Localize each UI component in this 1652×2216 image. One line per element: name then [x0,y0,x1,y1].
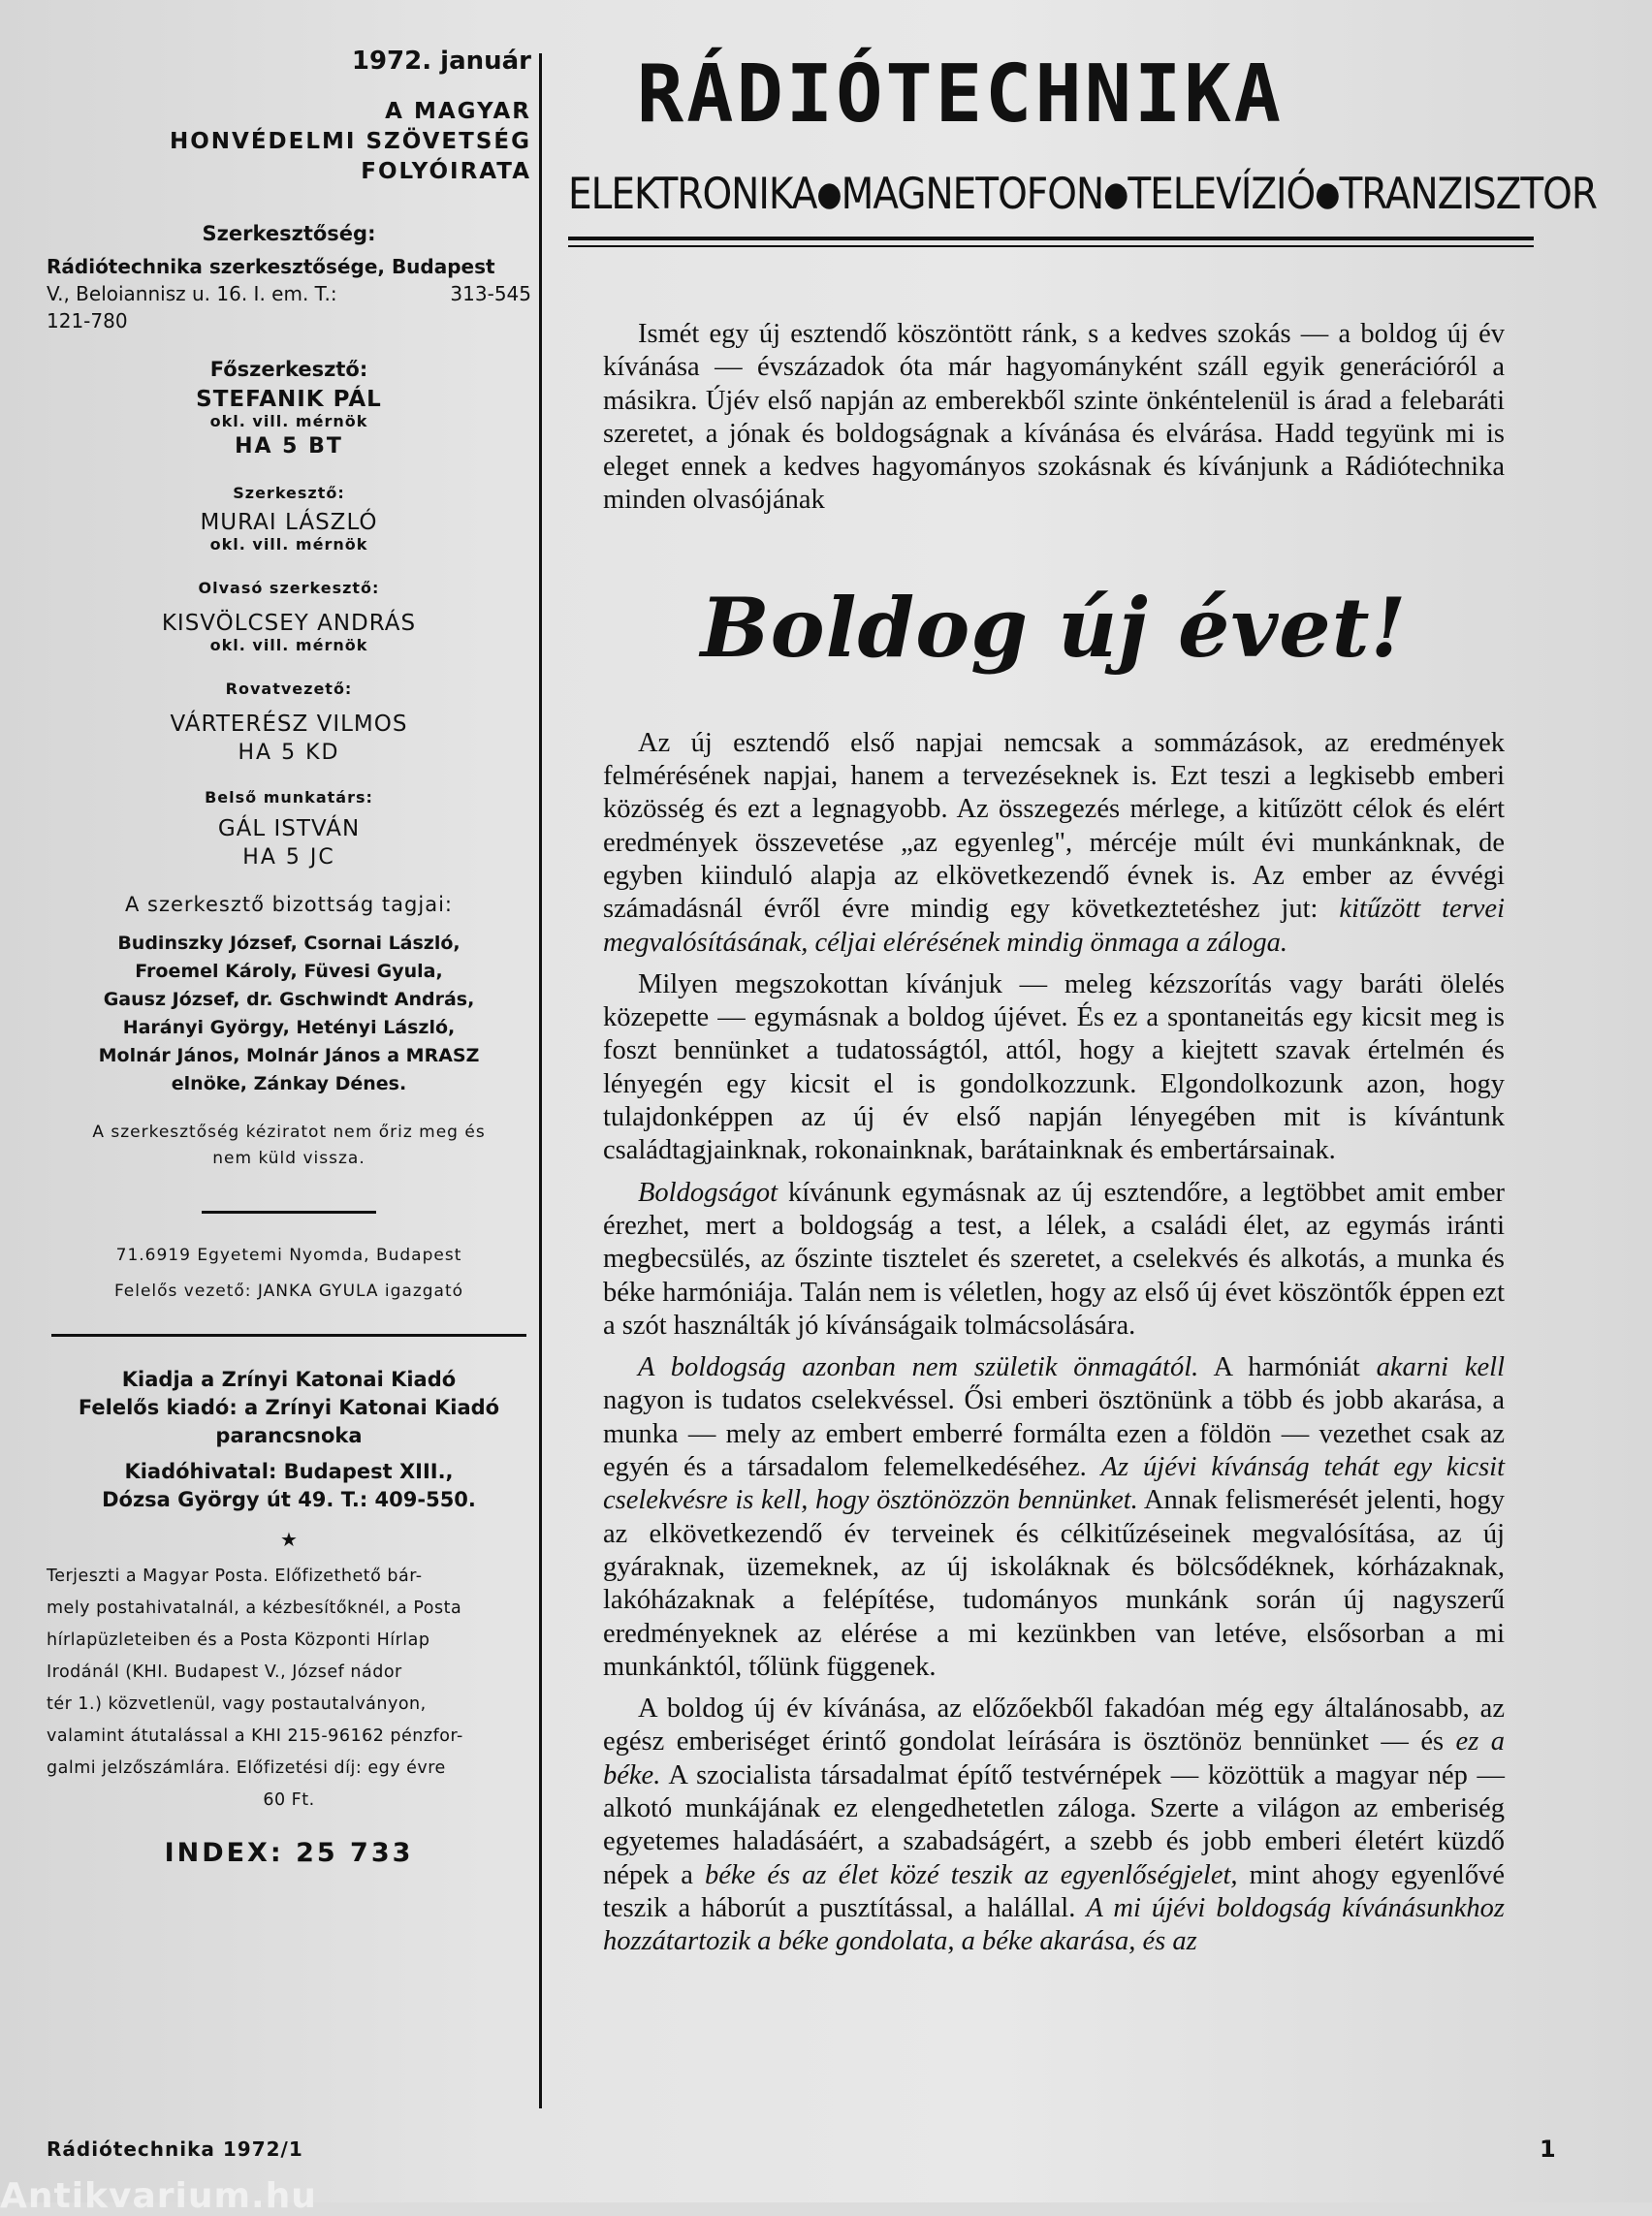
paragraph: A boldogság azonban nem születik önmagától. A harmóniát akarni kell nagyon is tudatos cselekvéssel. Ősi emberi ösztönünk a több és jobb akarása, a munka — mely az embert emberré formálta ezen a földön — vezethet csak az egyén és a társadalom felemelkedéséhez. Az újévi kívánság tehát egy kicsit cselekvésre is kell, hogy ösztönözzön bennünket. Annak felismerését jelenti, hogy az elkövetkezendő év terveinek és célkitűzéseinek megvalósítása, az új gyáraknak, üzemeknek, az új iskoláknak és bölcsődéknek, kórházaknak, lakóházaknak a felépítése, tudományos munkánk során új nagyszerű eredményeknek az elérése a mi kezünkben van letéve, elsősorban a mi munkánktól, tőlünk függenek. [603,1352,1506,1682]
office-name: Rádiótechnika szerkesztősége, Budapest [47,255,495,278]
topic: ELEKTRONIKA [568,169,817,220]
printer-line: 71.6919 Egyetemi Nyomda, Budapest [115,1246,462,1265]
topic: TRANZISZTOR [1339,169,1597,220]
publisher-line: parancsnoka [215,1424,363,1447]
reader-editor-label: Olvasó szerkesztő: [198,579,380,597]
column-divider [539,53,542,2108]
chief-callsign: HA 5 BT [235,434,343,459]
divider [51,1334,526,1337]
org-line: HONVÉDELMI SZÖVETSÉG [169,129,531,154]
board-label: A szerkesztő bizottság tagjai: [125,893,453,916]
distribution-info [47,1561,531,1817]
publisher-line: Dózsa György út 49. T.: 409-550. [102,1488,476,1511]
manuscript-note [47,1120,531,1172]
column-editor-name: VÁRTERÉSZ VILMOS [170,712,408,737]
board-line: Budinszky József, Csornai László, [117,933,461,954]
phone-2: 121-780 [47,309,128,332]
office-address-text: V., Beloiannisz u. 16. I. em. T.: [47,282,337,305]
publisher-line: Kiadóhivatal: Budapest XIII., [124,1460,454,1483]
star-icon: ★ [280,1528,298,1551]
divider [202,1211,376,1214]
editor-label: Szerkesztő: [233,484,345,502]
watermark: Antikvarium.hu [0,2176,317,2216]
publisher-block [47,1366,531,1514]
distribution-line: valamint átutalással a KHI 215-96162 pénzfor- [47,1726,463,1746]
paragraph: Boldogságot kívánunk egymásnak az új esztendőre, a legtöbbet amit ember érezhet, mert a boldogság a test, a lélek, a családi élet, az egymás iránti megbecsülés, az őszinte tisztelet és szeretet, a cselekvés és alkotás, a munka és béke harmóniája. Talán nem is véletlen, hogy az első új évet köszöntők éppen ezt a szót használták jó kívánságaik tolmácsolására. [603,1177,1505,1341]
staff-name: GÁL ISTVÁN [217,816,361,841]
editor-quali: okl. vill. mérnök [209,535,368,554]
distribution-line: galmi jelzőszámlára. Előfizetési díj: egy évre [47,1758,446,1778]
magazine-title: RÁDIÓTECHNIKA [636,48,1284,141]
note-line: A szerkesztőség kéziratot nem őriz meg és [92,1123,486,1142]
printer-head: Felelős vezető: JANKA GYULA igazgató [113,1282,464,1301]
org-line: FOLYÓIRATA [361,159,531,184]
staff-callsign: HA 5 JC [242,845,335,870]
publisher-line: Felelős kiadó: a Zrínyi Katonai Kiadó [78,1396,500,1419]
subscription-price: 60 Ft. [263,1790,315,1810]
distribution-line: hírlapüzleteiben és a Posta Központi Hírlap [47,1630,430,1650]
colophon-column [47,47,531,1868]
board-line: Molnár János, Molnár János a MRASZ [98,1045,480,1066]
issue-date: 1972. január [351,47,531,76]
article-body [603,318,1505,1967]
board-line: Froemel Károly, Füvesi Gyula, [135,961,443,982]
publisher-org [47,97,531,187]
paragraph: A boldog új év kívánása, az előzőekből fakadóan még egy általánosabb, az egész emberiséget érintő gondolat leírására is ösztönöz bennünket — és ez a béke. A szocialista társadalmat építő testvérnépek — közöttük a magyar nép — alkotó munkájának ez elengedhetetlen záloga. Szerte a világon az emberiség egyetemes haladásáért, a szabadságért, a szebb és jobb emberi életért küzdő népek a béke és az élet közé teszik az egyenlőségjelet, mint ahogy egyenlővé teszik a háborút a pusztítással, a halállal. A mi újévi boldogság kívánásunkhoz hozzátartozik a béke gondolata, a béke akarása, és az [603,1694,1505,1957]
intro-paragraph: Ismét egy új esztendő köszöntött ránk, s a kedves szokás — a boldog új év kívánása — évszázadok óta már hagyományként száll egyik generációról a másikra. Újév első napján az emberekből szinte önkéntelenül is árad a felebaráti szeretet, a jónak és boldogságnak a kívánása és elvárása. Hadd tegyünk mi is eleget ennek a kedves hagyományos szokásnak és kívánjunk a Rádiótechnika minden olvasójának [603,319,1505,516]
greeting-headline: Boldog új évet! [700,579,1408,676]
chief-name: STEFANIK PÁL [196,387,382,412]
org-line: A MAGYAR [385,99,531,124]
paragraph: Milyen megszokottan kívánjuk — meleg kézszorítás vagy baráti ölelés közepette — egymásnak a boldog újévet. És ez a spontaneitás egy kicsit meg is foszt bennünket a tudatosságtól, attól, hogy a kiejtett szavak értelmén és lényegén egy kicsit el is gondolkozzunk. Elgondolkozunk azon, hogy tulajdonképpen az új év első napján lényegében mit is kívántunk családtagjainknak, rokonainknak, barátainknak és embertársainak. [603,968,1505,1166]
reader-editor-quali: okl. vill. mérnök [209,636,368,654]
editor-name: MURAI LÁSZLÓ [200,510,378,535]
distribution-line: mely postahivatalnál, a kézbesítőknél, a Posta [47,1599,462,1618]
paragraph: Az új esztendő első napjai nemcsak a sommázások, az eredmények felmérésének napjai, hanem a tervezéseknek is. Ezt teszi a legkisebb emberi közösség és ezt a legnagyobb. Az összegezés mérlege, a kitűzött célok és elért eredmények összevetése „az egyenleg", mércéje múlt évi munkánknak, de egyben kiinduló alapja az elkövetkezendő évnek is. Az ember az évvégi számadásnál évről évre mindig egy következtetéshez jut: kitűzött tervei megvalósításának, céljai elérésének mindig önmaga a záloga. [603,727,1505,958]
board-line: elnöke, Zánkay Dénes. [171,1073,407,1094]
board-members [47,930,531,1098]
distribution-line: Terjeszti a Magyar Posta. Előfizethető bár- [47,1567,423,1586]
index-number: INDEX: 25 733 [164,1838,414,1868]
distribution-line: tér 1.) közvetlenül, vagy postautalványon, [47,1694,427,1714]
publisher-line: Kiadja a Zrínyi Katonai Kiadó [121,1368,457,1391]
bullet-icon: ● [816,174,842,214]
note-line: nem küld vissza. [212,1149,365,1168]
reader-editor-name: KISVÖLCSEY ANDRÁS [161,611,417,636]
column-editor-label: Rovatvezető: [225,680,353,698]
chief-label: Főszerkesztő: [209,358,368,381]
page-number: 1 [1540,2136,1556,2163]
column-editor-callsign: HA 5 KD [238,741,340,765]
office-address [47,280,531,307]
phone-1: 313-545 [450,282,531,305]
office-label: Szerkesztőség: [202,222,376,245]
distribution-line: Irodánál (KHI. Budapest V., József nádor [47,1662,402,1682]
masthead-rule [568,237,1534,247]
topic: MAGNETOFON [841,169,1104,220]
topic: TELEVÍZIÓ [1128,169,1316,220]
bullet-icon: ● [1103,174,1128,214]
issue-footer: Rádiótechnika 1972/1 [47,2137,303,2161]
staff-label: Belső munkatárs: [205,788,373,807]
board-line: Gausz József, dr. Gschwindt András, [103,989,475,1010]
board-line: Harányi György, Hetényi László, [122,1017,456,1038]
topic-bar [568,169,1597,220]
chief-quali: okl. vill. mérnök [209,412,368,430]
bullet-icon: ● [1315,174,1340,214]
